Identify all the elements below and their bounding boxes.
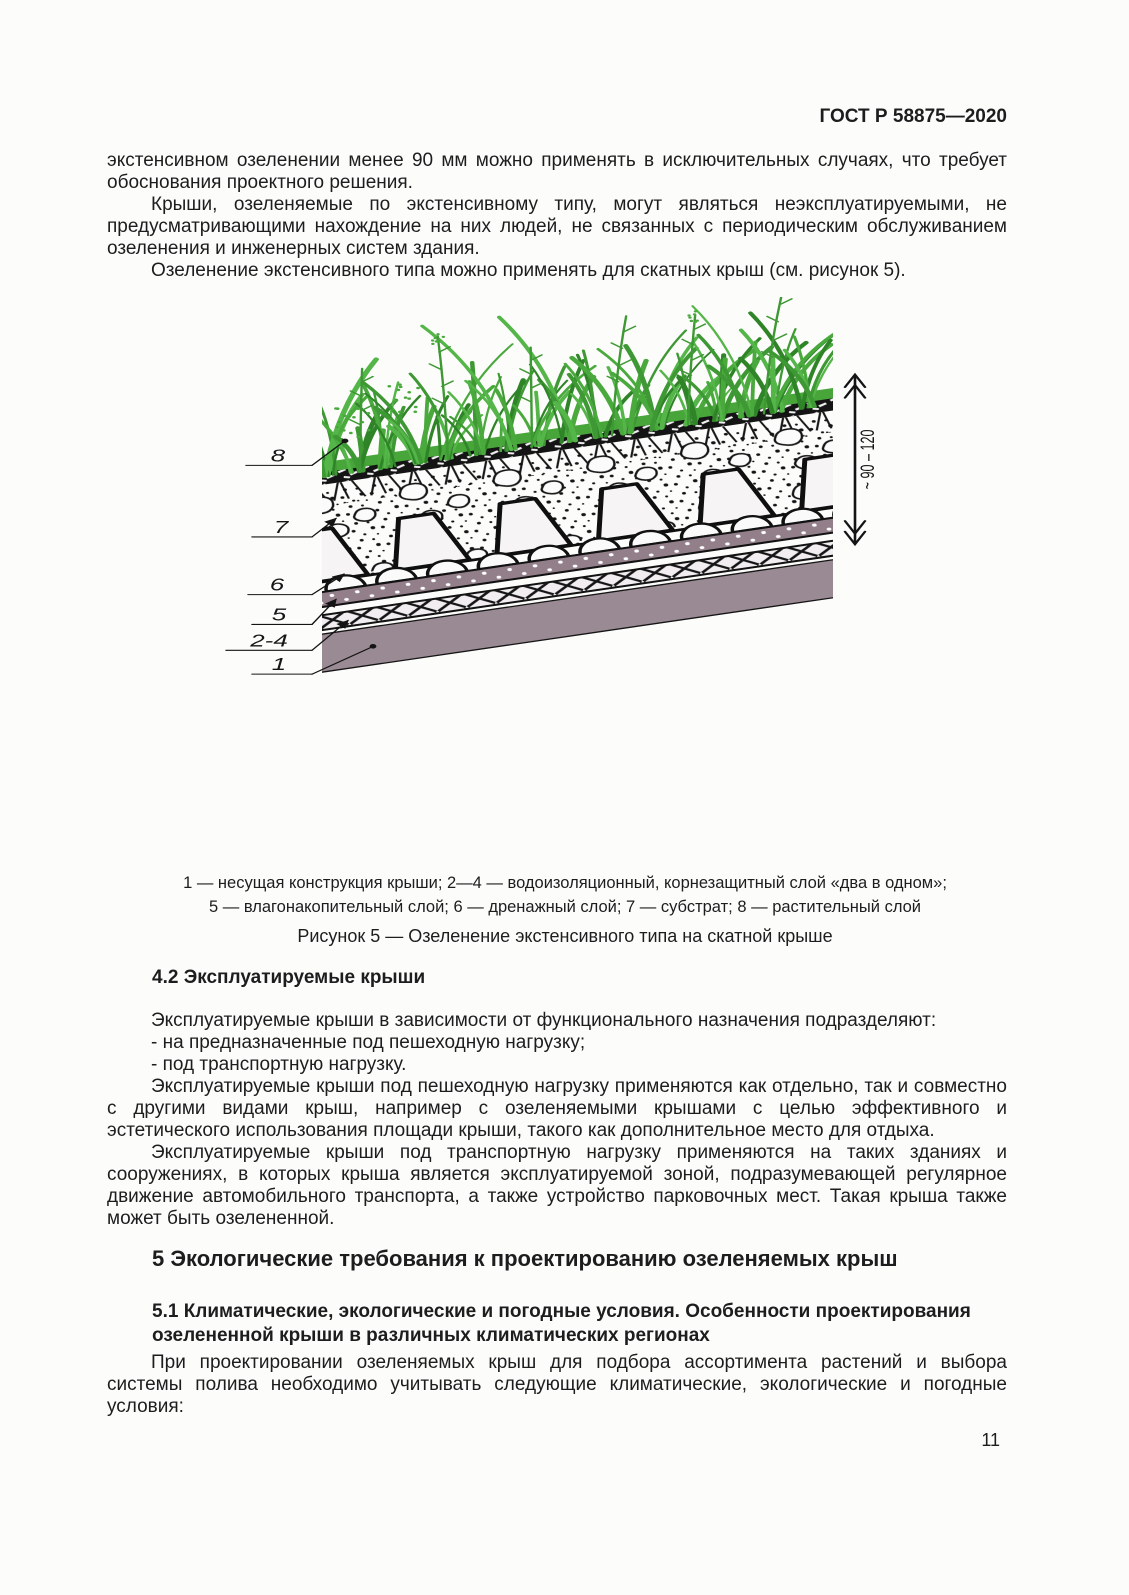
figure-caption-line1: 1 — несущая конструкция крыши; 2—4 — водоизоляционный, корнезащитный слой «два в одном»; bbox=[183, 874, 947, 892]
layer-label-5: 5 bbox=[271, 604, 287, 625]
dimension-text: ~ 90 – 120 bbox=[857, 429, 879, 490]
page-number: 11 bbox=[981, 1430, 1000, 1450]
figure-title: Рисунок 5 — Озеленение экстенсивного типа на скатной крыше bbox=[297, 926, 833, 946]
layer-label-1: 1 bbox=[271, 654, 287, 675]
paragraph: Эксплуатируемые крыши под пешеходную нагрузку применяются как отдельно, так и совместно с другими видами крыш, например с озеленяемыми крышами с целью эффективного и эстетического использования площади крыши, такого как дополнительное место для отдыха. bbox=[107, 1076, 1007, 1141]
layer-label-6: 6 bbox=[269, 575, 285, 595]
list-item: - под транспортную нагрузку. bbox=[151, 1054, 407, 1075]
paragraph: При проектировании озеленяемых крыш для подбора ассортимента растений и выбора системы полива необходимо учитывать следующие климатические, экологические и погодные условия: bbox=[107, 1352, 1007, 1417]
paragraph: Крыши, озеленяемые по экстенсивному типу, могут являться неэксплуатируемыми, не предусматривающими нахождение на них людей, не связанных с периодическим обслуживанием озеленения и инженерных систем здания. bbox=[107, 194, 1007, 259]
figure-5-drawing bbox=[0, 295, 1129, 875]
heading-5-1: 5.1 Климатические, экологические и погодные условия. Особенности проектирования озелененной крыши в различных климатических регионах bbox=[152, 1301, 971, 1346]
layer-label-8: 8 bbox=[270, 445, 286, 466]
heading-5: 5 Экологические требования к проектированию озеленяемых крыш bbox=[152, 1246, 898, 1271]
page-header: ГОСТ Р 58875—2020 bbox=[819, 106, 1007, 127]
paragraph: экстенсивном озеленении менее 90 мм можно применять в исключительных случаях, что требует обоснования проектного решения. bbox=[107, 150, 1007, 193]
layer-label-7: 7 bbox=[273, 517, 289, 537]
paragraph: Озеленение экстенсивного типа можно применять для скатных крыш (см. рисунок 5). bbox=[151, 260, 906, 281]
figure-caption-line2: 5 — влагонакопительный слой; 6 — дренажный слой; 7 — субстрат; 8 — растительный слой bbox=[208, 898, 922, 916]
roof-cross-section bbox=[235, 295, 1023, 675]
heading-4-2: 4.2 Эксплуатируемые крыши bbox=[152, 967, 426, 988]
layer-label-2-4: 2-4 bbox=[250, 630, 288, 651]
paragraph: Эксплуатируемые крыши в зависимости от функционального назначения подразделяют: bbox=[151, 1010, 937, 1031]
list-item: - на предназначенные под пешеходную нагрузку; bbox=[151, 1032, 586, 1053]
paragraph: Эксплуатируемые крыши под транспортную нагрузку применяются на таких зданиях и сооружениях, в которых крыша является эксплуатируемой зоной, подразумевающей регулярное движение автомобильного транспорта, а также устройство парковочных мест. Такая крыша также может быть озелененной. bbox=[107, 1142, 1007, 1229]
